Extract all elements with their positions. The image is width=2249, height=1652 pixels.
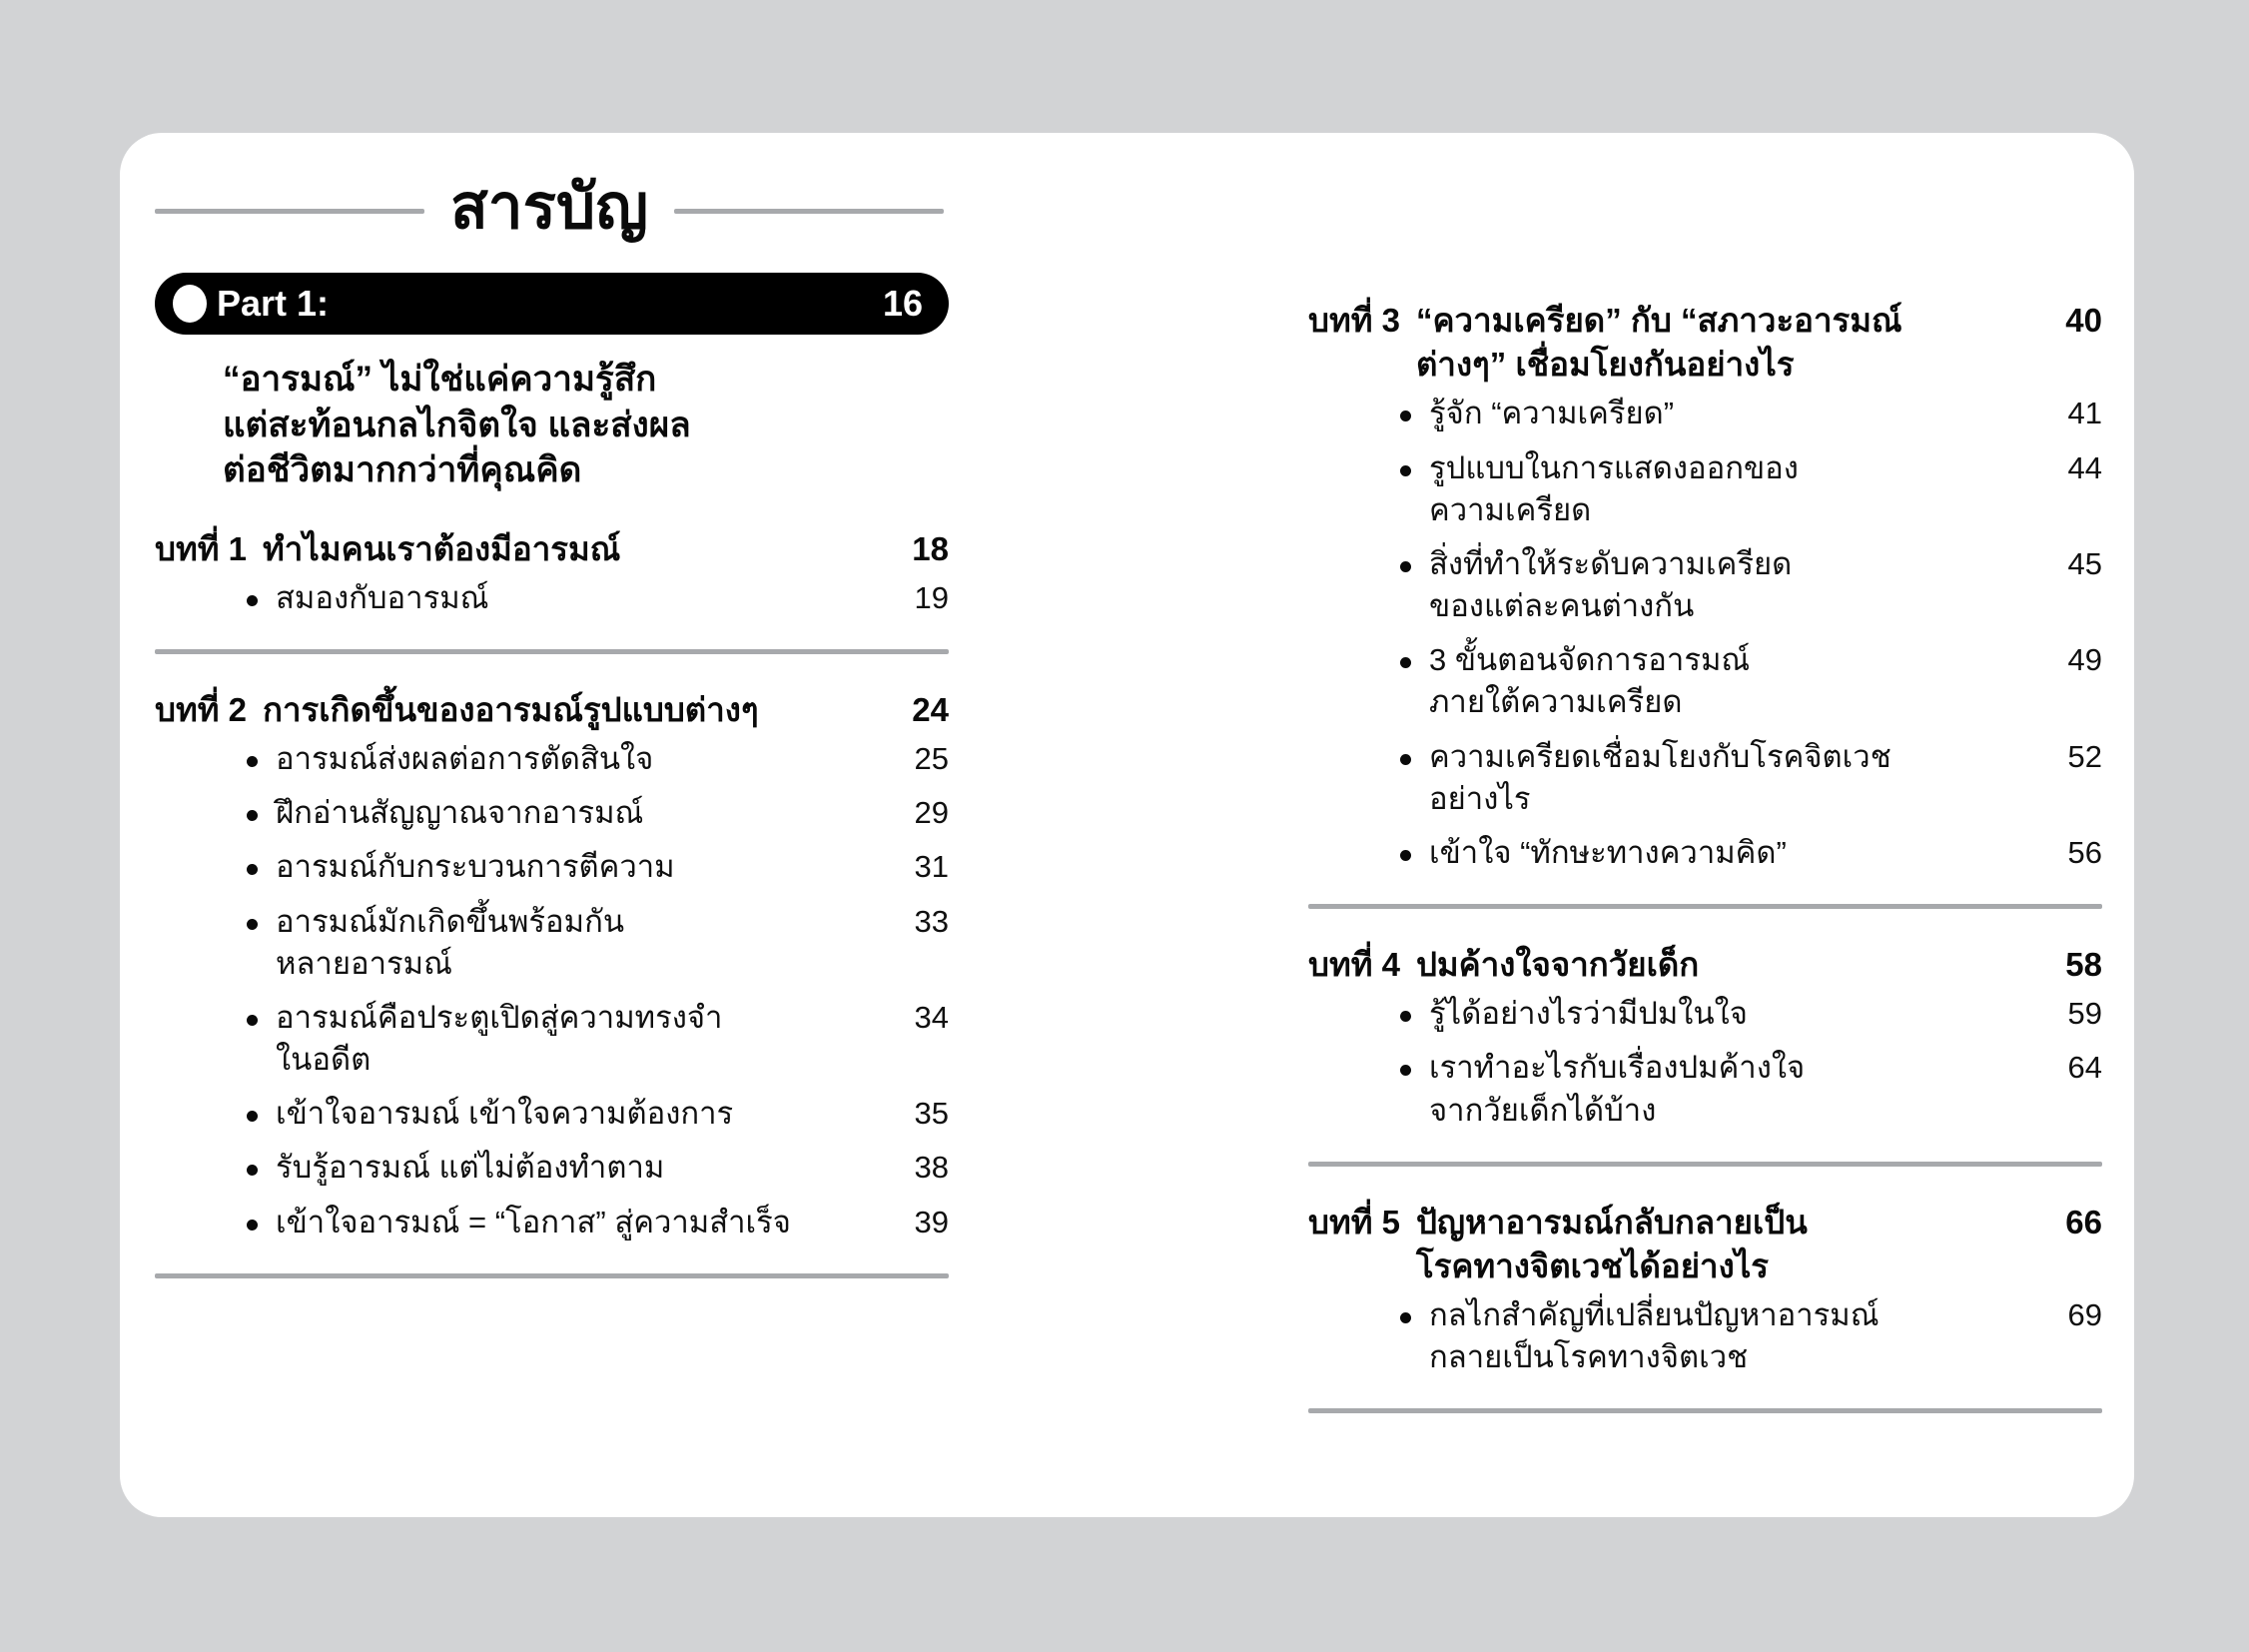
subsection-title (276, 846, 891, 888)
chapter-block (1308, 1201, 2102, 1414)
subsection-title (1429, 639, 2044, 723)
subsection-page-number: 44 (2067, 449, 2102, 485)
subsection-entry[interactable] (1400, 1047, 2102, 1131)
subsection-title-line: เข้าใจอารมณ์ เข้าใจความต้องการ (276, 1096, 734, 1132)
part-subtitle (223, 357, 782, 493)
chapter-block (1308, 943, 2102, 1167)
chapter-title-line: ทำไมคนเราต้องมีอารมณ์ (262, 529, 621, 567)
subsection-entry[interactable] (247, 1093, 949, 1135)
subsection-title-line: อารมณ์คือประตูเปิดสู่ความทรงจำ (276, 999, 723, 1035)
subsection-title-line: สิ่งที่ทำให้ระดับความเครียด (1429, 545, 1793, 581)
subsection-entry[interactable] (247, 738, 949, 780)
bullet-icon (247, 1220, 258, 1231)
subsection-entry[interactable] (247, 1147, 949, 1189)
chapter-entry[interactable] (1308, 299, 2102, 387)
subsection-page-number: 59 (2067, 996, 2102, 1032)
bullet-icon (247, 1165, 258, 1176)
chapter-number: บทที่ 5 (1308, 1203, 1400, 1240)
toc-columns (120, 273, 2134, 1511)
bullet-icon (247, 1111, 258, 1122)
subsection-page-number: 29 (914, 795, 949, 831)
bullet-icon (1400, 561, 1411, 572)
bullet-icon (1400, 465, 1411, 476)
subsection-title (276, 1147, 891, 1189)
chapter-number: บทที่ 2 (155, 690, 247, 728)
chapter-title-line: ปัญหาอารมณ์กลับกลายเป็น (1415, 1203, 1808, 1240)
subsection-title-line: ของแต่ละคนต่างกัน (1429, 588, 1695, 624)
bullet-icon (1400, 411, 1411, 421)
subsection-page-number: 25 (914, 741, 949, 777)
toc-column-left (155, 273, 949, 1278)
subsection-title-line: เข้าใจ “ทักษะทางความคิด” (1429, 834, 1787, 870)
subsection-page-number: 45 (2067, 545, 2102, 581)
bullet-icon (1400, 1011, 1411, 1022)
section-divider (1308, 1162, 2102, 1167)
subsection-title-line: ความเครียดเชื่อมโยงกับโรคจิตเวช (1429, 738, 1891, 774)
subsection-title-line: เราทำอะไรกับเรื่องปมค้างใจ (1429, 1050, 1806, 1086)
chapter-title (1416, 1201, 2044, 1288)
bullet-icon (1400, 657, 1411, 668)
subsection-title-line: 3 ขั้นตอนจัดการอารมณ์ (1429, 642, 1751, 678)
subsection-title-line: รับรู้อารมณ์ แต่ไม่ต้องทำตาม (276, 1150, 665, 1186)
subsection-page-number: 33 (914, 903, 949, 939)
subsection-page-number: 49 (2067, 642, 2102, 678)
part-subtitle-line: “อารมณ์” ไม่ใช่แค่ความรู้สึก (223, 360, 657, 399)
subsection-title (276, 1202, 891, 1243)
chapter-block (155, 688, 949, 1278)
chapter-title-line: ปมค้างใจจากวัยเด็ก (1415, 946, 1700, 983)
subsection-title (1429, 1047, 2044, 1131)
section-divider (155, 1273, 949, 1278)
subsection-title (1429, 993, 2044, 1035)
subsection-page-number: 56 (2067, 834, 2102, 870)
subsection-title (1429, 832, 2044, 874)
toc-page-card (120, 133, 2134, 1517)
chapter-page-number: 24 (912, 690, 949, 728)
chapter-title (1416, 943, 2044, 987)
subsection-title-line: จากวัยเด็กได้บ้าง (1429, 1092, 1657, 1128)
subsection-entry[interactable] (1400, 1294, 2102, 1378)
subsection-entry[interactable] (1400, 736, 2102, 820)
page-title: สารบัญ (449, 173, 649, 242)
chapter-title-line: โรคทางจิตเวชได้อย่างไร (1415, 1246, 1770, 1284)
toc-header (155, 169, 944, 253)
chapter-page-number: 66 (2065, 1203, 2102, 1240)
subsection-title (1429, 736, 2044, 820)
subsection-page-number: 41 (2067, 396, 2102, 431)
subsection-page-number: 19 (914, 579, 949, 615)
chapter-subsection-list (1308, 993, 2102, 1131)
chapter-title-line: “ความเครียด” กับ “สภาวะอารมณ์ (1415, 302, 1902, 339)
subsection-page-number: 39 (914, 1204, 949, 1239)
bullet-icon (1400, 1312, 1411, 1323)
chapter-title-line: ต่างๆ” เชื่อมโยงกันอย่างไร (1415, 346, 1795, 384)
bullet-icon (1400, 754, 1411, 765)
subsection-title-line: รู้ได้อย่างไรว่ามีปมในใจ (1429, 996, 1748, 1032)
chapter-entry[interactable] (155, 527, 949, 571)
bullet-icon (247, 1015, 258, 1026)
subsection-title-line: เข้าใจอารมณ์ = “โอกาส” สู่ความสำเร็จ (276, 1204, 791, 1239)
bullet-icon (247, 919, 258, 930)
chapter-entry[interactable] (1308, 943, 2102, 987)
part-banner[interactable] (155, 273, 949, 335)
bullet-icon (1400, 850, 1411, 861)
bullet-icon (247, 595, 258, 606)
subsection-title-line: อารมณ์มักเกิดขึ้นพร้อมกัน (276, 903, 625, 939)
subsection-title (276, 577, 891, 619)
subsection-entry[interactable] (1400, 832, 2102, 874)
part-bullet-icon (173, 285, 207, 323)
section-divider (155, 649, 949, 654)
chapter-subsection-list (1308, 393, 2102, 874)
chapter-title (263, 527, 891, 571)
subsection-page-number: 34 (914, 999, 949, 1035)
subsection-page-number: 35 (914, 1096, 949, 1132)
subsection-title-line: ความเครียด (1429, 491, 1592, 527)
subsection-title-line: ภายใต้ความเครียด (1429, 684, 1683, 720)
bullet-icon (247, 864, 258, 875)
subsection-title (1429, 447, 2044, 531)
part-subtitle-line: แต่สะท้อนกลไกจิตใจ และส่งผล (223, 405, 691, 444)
subsection-entry[interactable] (1400, 993, 2102, 1035)
subsection-title-line: ฝึกอ่านสัญญาณจากอารมณ์ (276, 795, 644, 831)
chapter-number: บทที่ 1 (155, 529, 247, 567)
chapter-subsection-list (1308, 1294, 2102, 1378)
subsection-title-line: รูปแบบในการแสดงออกของ (1429, 449, 1799, 485)
subsection-title-line: กลไกสำคัญที่เปลี่ยนปัญหาอารมณ์ (1429, 1297, 1879, 1333)
subsection-entry[interactable] (247, 792, 949, 834)
subsection-entry[interactable] (1400, 393, 2102, 434)
right-chapter-list (1308, 299, 2102, 1413)
chapter-page-number: 58 (2065, 946, 2102, 983)
chapter-subsection-list (155, 577, 949, 619)
subsection-title-line: ในอดีต (276, 1042, 372, 1078)
subsection-entry[interactable] (247, 1202, 949, 1243)
subsection-entry[interactable] (247, 997, 949, 1081)
part-subtitle-line: ต่อชีวิตมากกว่าที่คุณคิด (223, 450, 582, 489)
subsection-title-line: กลายเป็นโรคทางจิตเวช (1429, 1339, 1749, 1375)
subsection-title-line: รู้จัก “ความเครียด” (1429, 396, 1675, 431)
header-rule-left (155, 209, 424, 214)
subsection-entry[interactable] (1400, 639, 2102, 723)
subsection-page-number: 69 (2067, 1297, 2102, 1333)
subsection-page-number: 38 (914, 1150, 949, 1186)
subsection-title (276, 738, 891, 780)
chapter-block (1308, 299, 2102, 909)
chapter-block (155, 527, 949, 654)
subsection-page-number: 31 (914, 849, 949, 885)
chapter-number: บทที่ 4 (1308, 946, 1400, 983)
subsection-title-line: สมองกับอารมณ์ (276, 579, 489, 615)
subsection-entry[interactable] (1400, 543, 2102, 627)
chapter-entry[interactable] (155, 688, 949, 732)
chapter-title (263, 688, 891, 732)
section-divider (1308, 904, 2102, 909)
subsection-page-number: 64 (2067, 1050, 2102, 1086)
subsection-entry[interactable] (247, 577, 949, 619)
chapter-subsection-list (155, 738, 949, 1243)
subsection-title (276, 1093, 891, 1135)
subsection-title (1429, 393, 2044, 434)
subsection-entry[interactable] (1400, 447, 2102, 531)
toc-column-right (1308, 273, 2102, 1413)
subsection-title (276, 997, 891, 1081)
chapter-number: บทที่ 3 (1308, 302, 1400, 339)
subsection-title-line: อารมณ์ส่งผลต่อการตัดสินใจ (276, 741, 654, 777)
chapter-page-number: 18 (912, 529, 949, 567)
part-page-number: 16 (882, 283, 923, 324)
bullet-icon (1400, 1065, 1411, 1076)
subsection-title (276, 792, 891, 834)
subsection-title-line: อย่างไร (1429, 780, 1531, 816)
subsection-title (1429, 543, 2044, 627)
left-chapter-list (155, 527, 949, 1278)
bullet-icon (247, 810, 258, 821)
header-rule-right (674, 209, 944, 214)
subsection-page-number: 52 (2067, 738, 2102, 774)
section-divider (1308, 1408, 2102, 1413)
chapter-title (1416, 299, 2044, 387)
subsection-title-line: หลายอารมณ์ (276, 945, 452, 981)
chapter-entry[interactable] (1308, 1201, 2102, 1288)
subsection-title (276, 901, 891, 985)
subsection-title-line: อารมณ์กับกระบวนการตีความ (276, 849, 675, 885)
subsection-title (1429, 1294, 2044, 1378)
chapter-page-number: 40 (2065, 302, 2102, 339)
part-label: Part 1: (217, 283, 330, 324)
bullet-icon (247, 756, 258, 767)
chapter-title-line: การเกิดขึ้นของอารมณ์รูปแบบต่างๆ (262, 690, 759, 728)
subsection-entry[interactable] (247, 846, 949, 888)
subsection-entry[interactable] (247, 901, 949, 985)
